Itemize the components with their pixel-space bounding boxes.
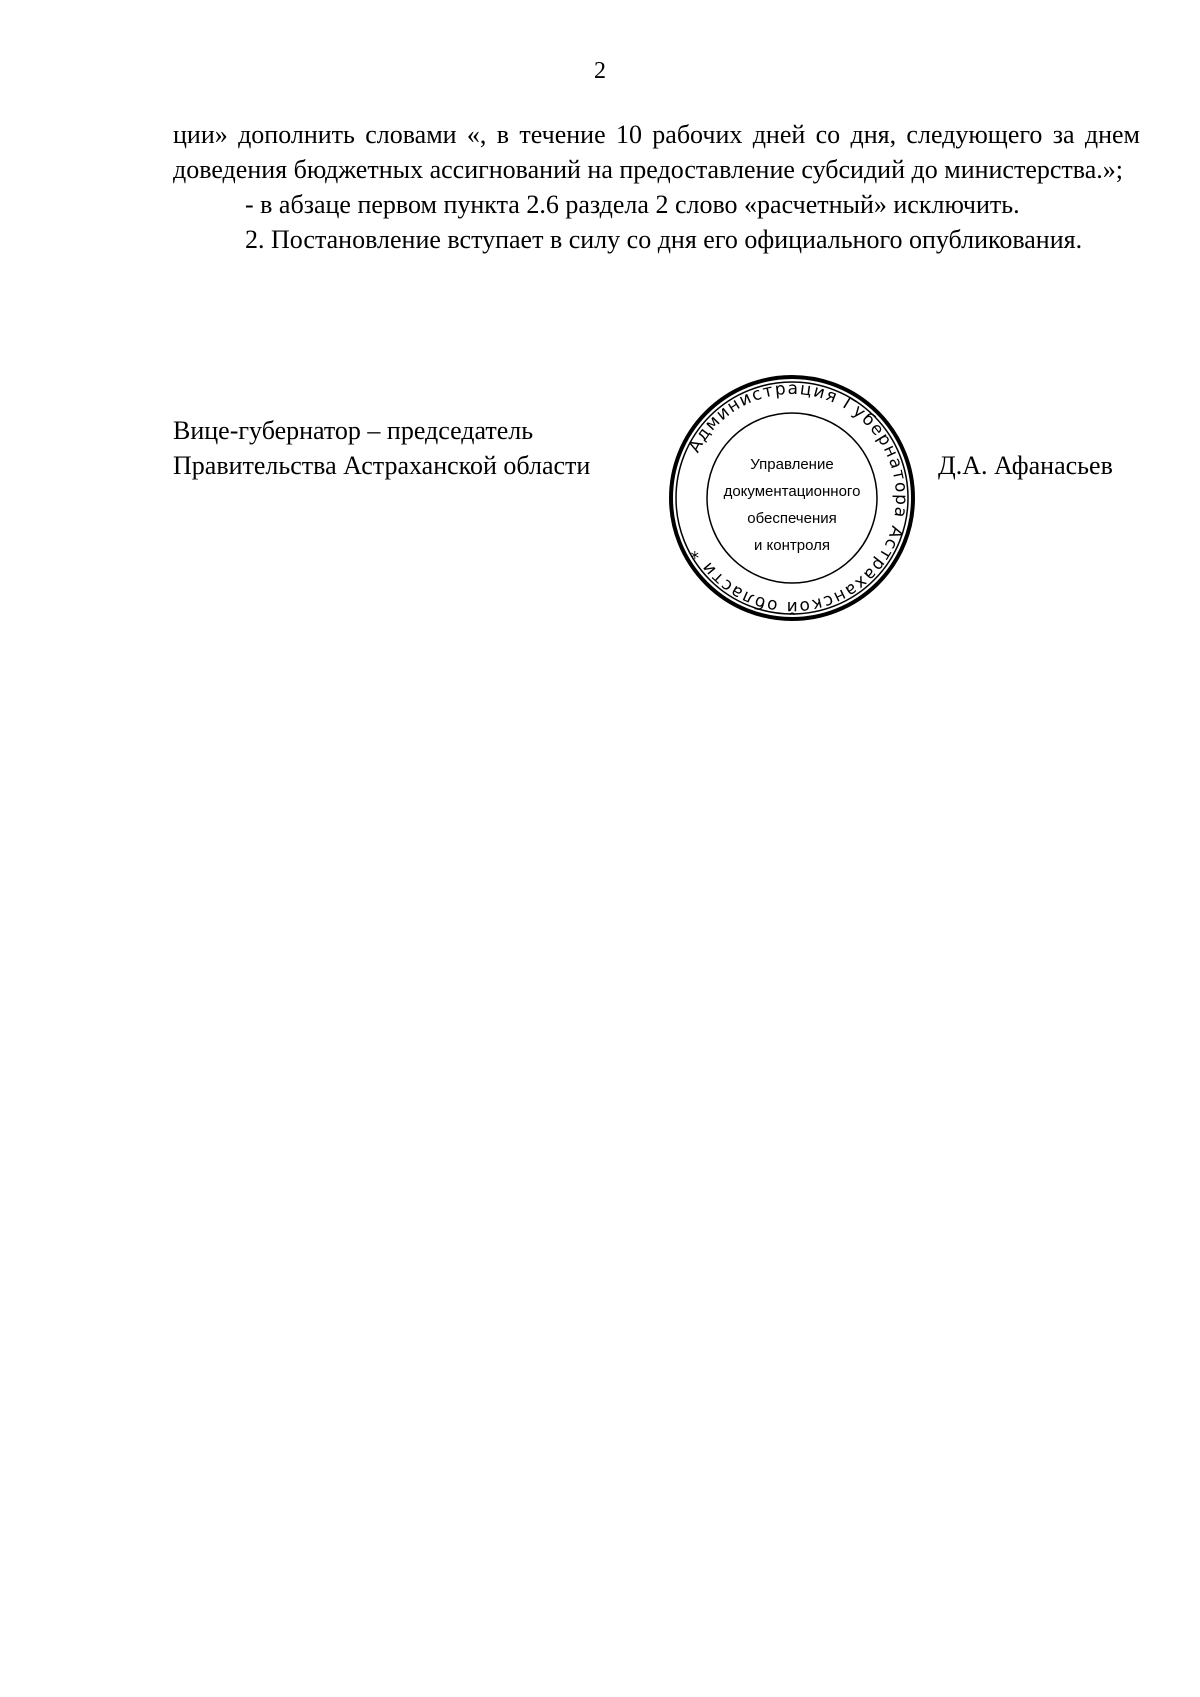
paragraph-amendment: - в абзаце первом пункта 2.6 раздела 2 слово «расчетный» исключить. [245, 190, 1020, 219]
seal-inner-line2: документационного [723, 483, 861, 500]
seal-inner-line3: обеспечения [747, 510, 837, 527]
signatory-position-line1: Вице-губернатор – председатель [173, 416, 534, 445]
seal-outer-text: Администрация Губернатора Астраханской области * [684, 378, 912, 618]
paragraph-continuation: ции» дополнить словами «, в течение 10 рабочих дней со дня, следующего за днем доведения бюджетных ассигнований на предоставление субсидий до министерства.»; [173, 120, 1140, 184]
signatory-name: Д.А. Афанасьев [938, 451, 1113, 480]
seal-inner-line1: Управление [750, 456, 834, 473]
signatory-position [173, 413, 590, 483]
official-seal [667, 373, 917, 623]
seal-inner-line4: и контроля [753, 537, 831, 554]
document-body [173, 117, 1140, 257]
page-number: 2 [594, 58, 606, 84]
paragraph-effective-date: 2. Постановление вступает в силу со дня его официального опубликования. [245, 225, 1083, 254]
signatory-position-line2: Правительства Астраханской области [173, 451, 591, 480]
